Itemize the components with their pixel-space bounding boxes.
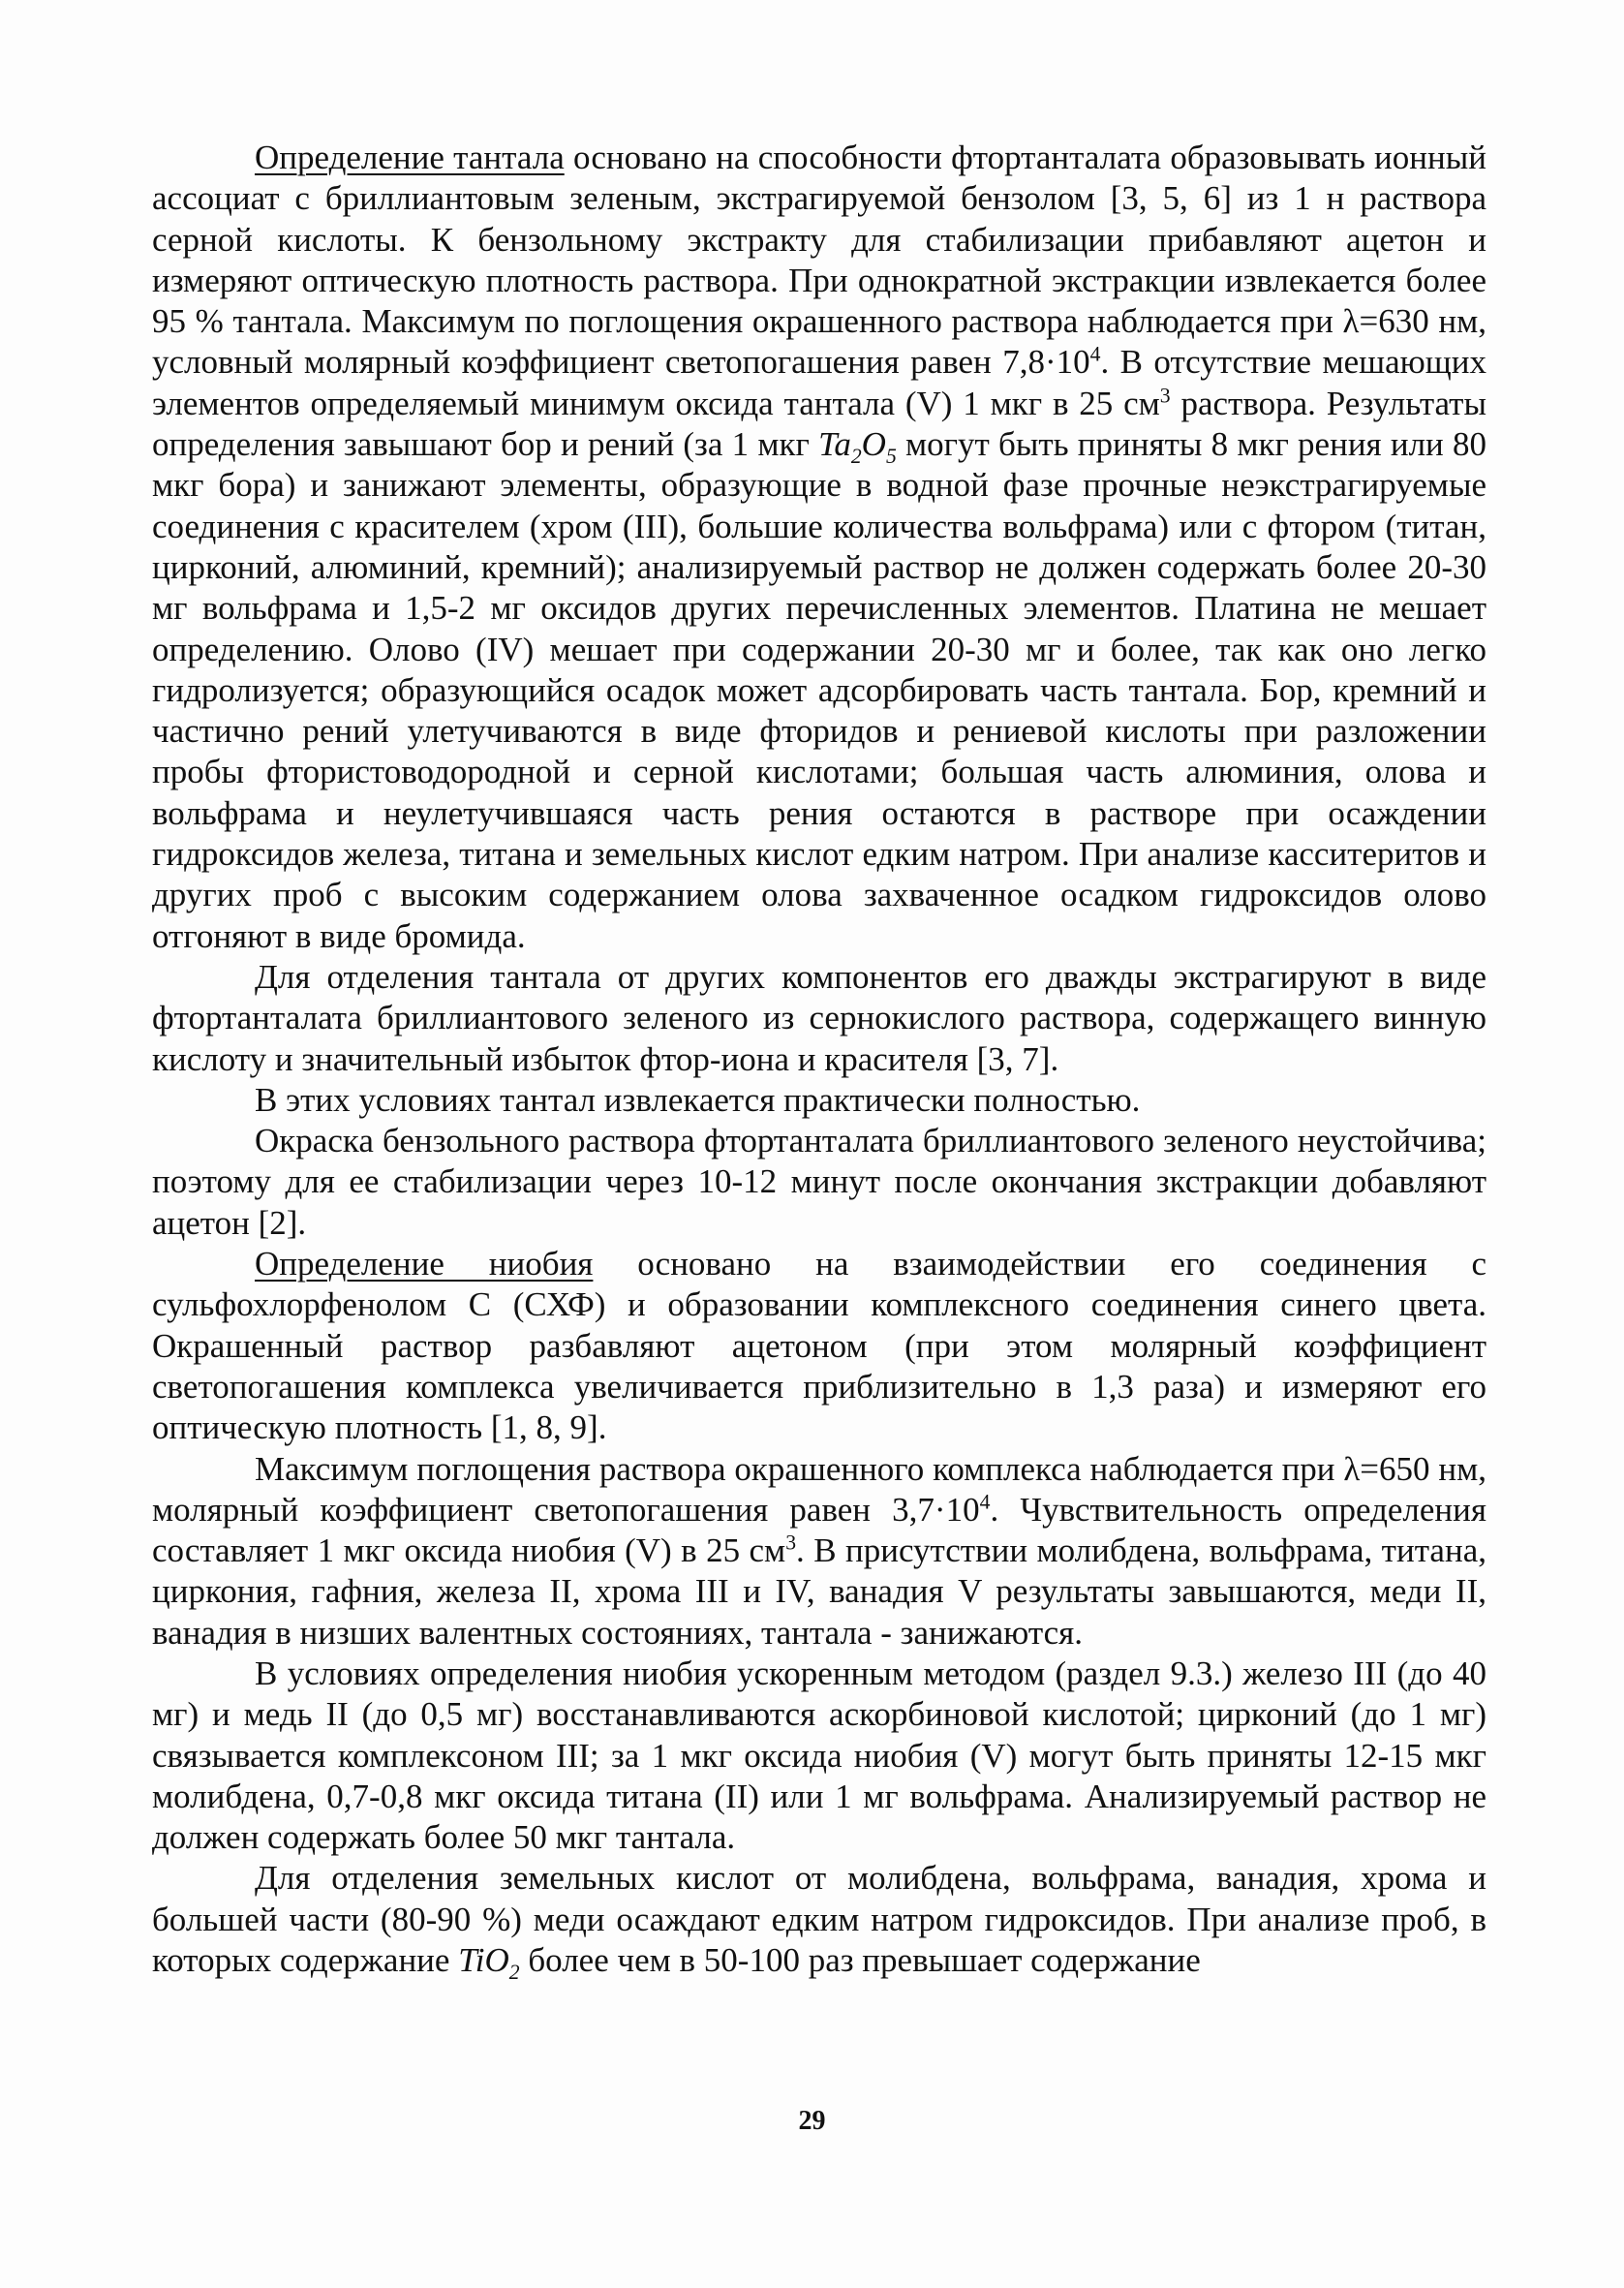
page-number: 29 <box>798 2106 826 2136</box>
paragraph-niobium-absorption: Максимум поглощения раствора окрашенного комплекса наблюдается при λ=650 нм, молярный коэффициент светопогашения равен $3,7\cdot 10^4$. Чувствительность определения составляет 1 мкг оксида ниобия (V) в 25 $см^3$. В присутствии молибдена, вольфрама, титана, циркония, гафния, железа II, хрома III и IV, ванадия V результаты завышаются, меди II, ванадия в низших валентных состояниях, тантала - занижаются. <box>152 1449 1486 1652</box>
formula-ta2o5: $Ta_2O_5$ <box>818 425 897 469</box>
paragraph-tantalum-extraction: В этих условиях тантал извлекается практически полностью. <box>255 1080 1141 1119</box>
document-body <box>152 138 1486 1985</box>
section-heading-tantalum: Определение тантала <box>255 139 565 176</box>
paragraph-earth-acids-separation: Для отделения земельных кислот от молибдена, вольфрама, ванадия, хрома и большей части (80-90 %) меди осаждают едким натром гидроксидов. При анализе проб, в которых содержание TiO$_2$ более чем в 50-100 раз превышает содержание <box>152 1859 1486 1985</box>
paragraph-niobium-accelerated-method: В условиях определения ниобия ускоренным методом (раздел 9.3.) железо III (до 40 мг) и медь II (до 0,5 мг) восстанавливаются аскорбиновой кислотой; цирконий (до 1 мг) связывается комплексоном III; за 1 мкг оксида ниобия (V) могут быть приняты 12-15 мкг молибдена, 0,7-0,8 мкг оксида титана (II) или 1 мг вольфрама. Анализируемый раствор не должен содержать более 50 мкг тантала. <box>152 1654 1486 1857</box>
formula-tio2: TiO$_2$ <box>458 1941 520 1985</box>
paragraph-tantalum-determination: Определение тантала основано на способности фтортанталата образовывать ионный ассоциат с бриллиантовым зеленым, экстрагируемой бензолом [3, 5, 6] из 1 н раствора серной кислоты. К бензольному экстракту для стабилизации прибавляют ацетон и измеряют оптическую плотность раствора. При однократной экстракции извлекается более 95 % тантала. Максимум по поглощения окрашенного раствора наблюдается при λ=630 нм, условный молярный коэффициент светопогашения равен $7,8\cdot 10^4$. В отсутствие мешающих элементов определяемый минимум оксида тантала (V) 1 мкг в 25 $см^3$ раствора. Результаты определения завышают бор и рений (за 1 мкг $Ta_2O_5$ могут быть приняты 8 мкг рения или 80 мкг бора) и занижают элементы, образующие в водной фазе прочные неэкстрагируемые соединения с красителем (хром (III), большие количества вольфрама) или с фтором (титан, цирконий, алюминий, кремний); анализируемый раствор не должен содержать более 20-30 мг вольфрама и 1,5-2 мг оксидов других перечисленных элементов. Платина не мешает определению. Олово (IV) мешает при содержании 20-30 мг и более, так как оно легко гидролизуется; образующийся осадок может адсорбировать часть тантала. Бор, кремний и частично рений улетучиваются в виде фторидов и рениевой кислоты при разложении пробы фтористоводородной и серной кислотами; большая часть алюминия, олова и вольфрама и неулетучившаяся часть рения остаются в растворе при осаждении гидроксидов железа, титана и земельных кислот едким натром. При анализе касситеритов и других проб с высоким содержанием олова захваченное осадком гидроксидов олово отгоняют в виде бромида. <box>152 139 1486 955</box>
paragraph-tantalum-separation: Для отделения тантала от других компонентов его дважды экстрагируют в виде фтортанталата бриллиантового зеленого из сернокислого раствора, содержащего винную кислоту и значительный избыток фтор-иона и красителя [3, 7]. <box>152 957 1486 1078</box>
paragraph-benzene-coloration: Окраска бензольного раствора фтортанталата бриллиантового зеленого неустойчива; поэтому для ее стабилизации через 10-12 минут после окончания зкстракции добавляют ацетон [2]. <box>152 1122 1486 1242</box>
section-heading-niobium: Определение ниобия <box>255 1245 594 1283</box>
paragraph-niobium-determination: Определение ниобия основано на взаимодействии его соединения с сульфохлорфенолом С (СХФ) и образовании комплексного соединения синего цвета. Окрашенный раствор разбавляют ацетоном (при этом молярный коэффициент светопогашения комплекса увеличивается приблизительно в 1,3 раза) и измеряют его оптическую плотность [1, 8, 9]. <box>152 1245 1486 1447</box>
